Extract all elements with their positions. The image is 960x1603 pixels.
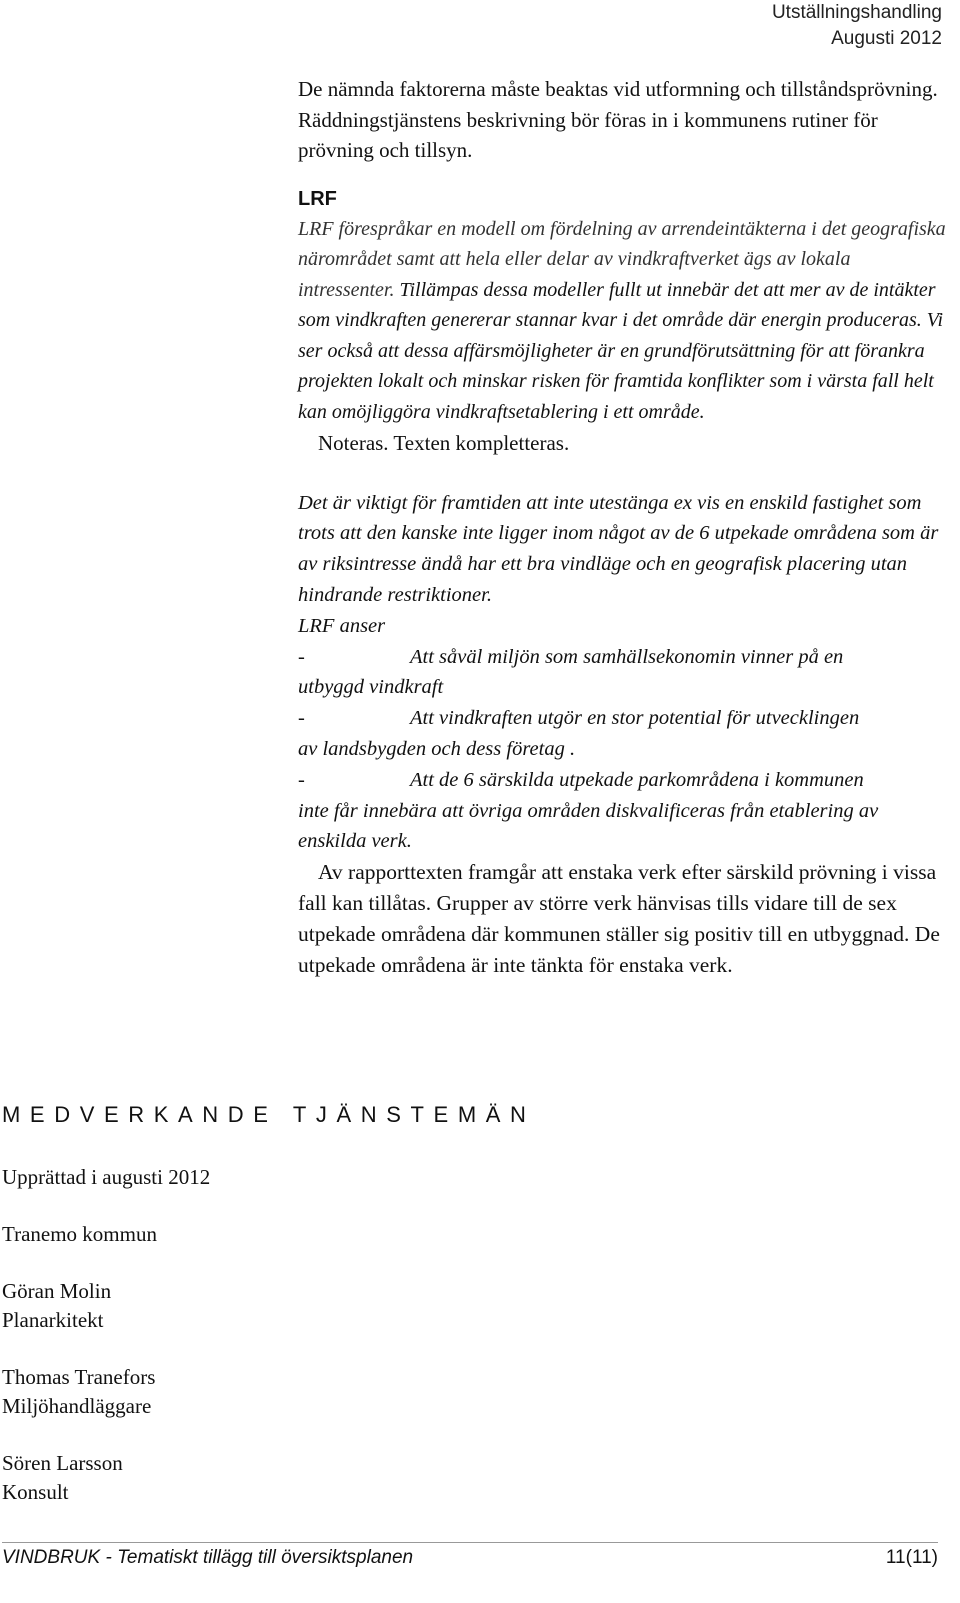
main-content xyxy=(298,74,948,980)
footer-document-title: VINDBRUK - Tematiskt tillägg till översiktsplanen xyxy=(2,1547,414,1568)
staff-role: Planarkitekt xyxy=(2,1308,104,1332)
bullet-text-rest: inte får innebära att övriga områden diskvalificeras från etablering av enskilda verk. xyxy=(298,799,879,853)
lrf-heading: LRF xyxy=(298,187,337,210)
lrf-anser: LRF anser xyxy=(298,614,386,637)
bullet-dash: - xyxy=(298,645,305,668)
bullet-dash: - xyxy=(298,768,305,791)
lrf-paragraph-part2: Tillämpas dessa modeller fullt ut innebär det att mer av de intäkter som vindkraften genererar stannar kvar i det område där energin produceras. Vi ser också att dessa affärsmöjligheter är en grundförutsättning för att förankra projekten lokalt och minskar risken för framtida konflikter som i värsta fall helt kan omöjliggöra vindkraftsetablering i ett område. xyxy=(298,278,944,424)
prepared-date: Upprättad i augusti 2012 xyxy=(2,1165,211,1189)
bullet-item xyxy=(298,703,948,765)
bullet-dash: - xyxy=(298,707,305,730)
bullet-item xyxy=(298,642,948,704)
staff-role: Konsult xyxy=(2,1480,69,1504)
staff-name: Sören Larsson xyxy=(2,1451,123,1475)
bullet-item xyxy=(298,765,948,857)
page-footer xyxy=(2,1542,938,1571)
staff-role: Miljöhandläggare xyxy=(2,1394,152,1418)
bullet-text-first: Att de 6 särskilda utpekade parkområdena i kommunen xyxy=(410,768,864,791)
footer-page-number: 11(11) xyxy=(885,1547,938,1568)
lrf-note: Noteras. Texten kompletteras. xyxy=(318,430,570,455)
bullet-text-rest: av landsbygden och dess företag . xyxy=(298,738,576,761)
opinion-paragraph: Det är viktigt för framtiden att inte utestänga ex vis en enskild fastighet som trots att den kanske inte ligger inom något av de 6 utpekade områdena som är av riksintresse ändå har ett bra vindläge och en geografisk placering utan hindrande restriktioner. xyxy=(298,491,939,607)
section-title-staff: MEDVERKANDE TJÄNSTEMÄN xyxy=(2,1102,536,1127)
header-date: Augusti 2012 xyxy=(831,28,942,49)
header-title: Utställningshandling xyxy=(771,2,942,23)
page-header xyxy=(772,0,942,52)
staff-name: Thomas Tranefors xyxy=(2,1365,156,1389)
bullet-text-first: Att såväl miljön som samhällsekonomin vinner på en xyxy=(410,645,844,668)
intro-paragraph: De nämnda faktorerna måste beaktas vid utformning och tillståndsprövning. Räddningstjänstens beskrivning bör föras in i kommunens rutiner för prövning och tillsyn. xyxy=(298,77,938,162)
municipality-name: Tranemo kommun xyxy=(2,1222,157,1246)
response-paragraph: Av rapporttexten framgår att enstaka verk efter särskild prövning i vissa fall kan tillåtas. Grupper av större verk hänvisas tills vidare till de sex utpekade områdena där kommunen ställer sig positiv till en utbyggnad. De utpekade områdena är inte tänkta för enstaka verk. xyxy=(298,860,940,977)
staff-name: Göran Molin xyxy=(2,1279,112,1303)
bullet-text-first: Att vindkraften utgör en stor potential för utvecklingen xyxy=(410,707,860,730)
lrf-paragraph xyxy=(298,214,948,428)
staff-list xyxy=(2,1163,210,1507)
bullet-text-rest: utbyggd vindkraft xyxy=(298,676,444,699)
lrf-opinion-block xyxy=(298,488,948,981)
lrf-paragraph-part1: LRF förespråkar en modell om fördelning av arrendeintäkterna i det geografiska närområdet samt att hela eller delar av vindkraftverket ägs av lokala intressenter. xyxy=(298,217,946,301)
